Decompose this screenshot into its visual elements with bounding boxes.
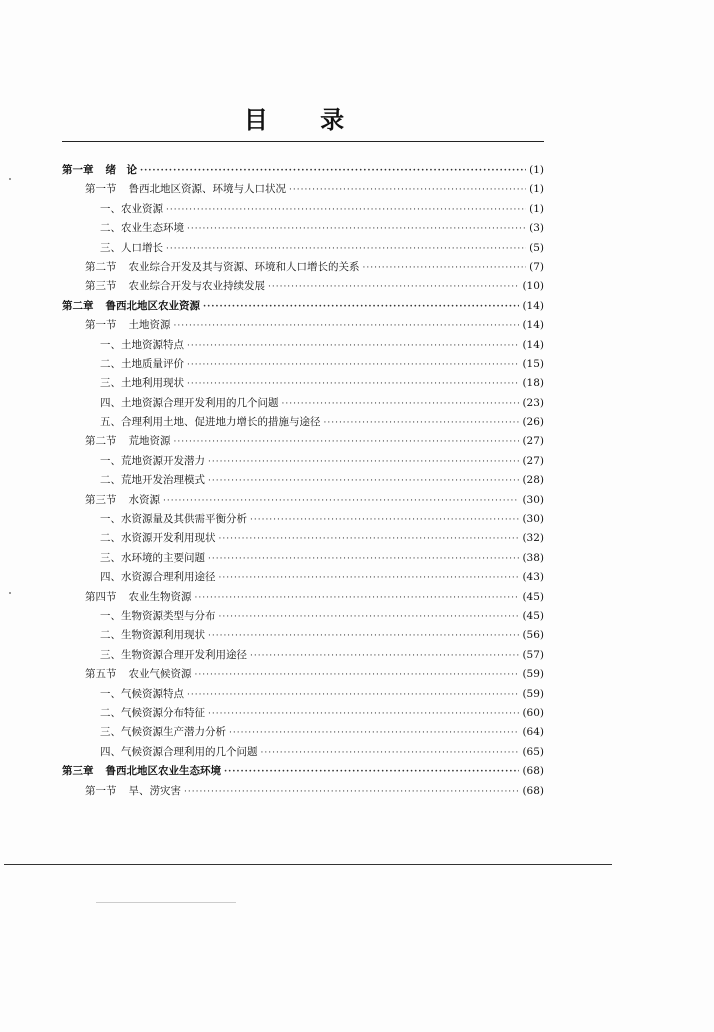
dot-leader	[184, 783, 519, 802]
dot-leader	[203, 298, 519, 317]
scan-speck	[9, 592, 11, 594]
toc-entry-number: 四、	[100, 396, 121, 409]
dot-leader	[166, 201, 526, 220]
toc-entry-title: 土地资源	[128, 319, 171, 332]
dot-leader	[187, 220, 526, 239]
toc-entry-label	[85, 180, 286, 199]
toc-entry-number: 第一节	[85, 319, 117, 332]
toc-page-number: (7)	[529, 260, 544, 273]
toc-entry-number: 五、	[100, 416, 121, 429]
toc-entry-title: 农业生物资源	[128, 590, 192, 603]
toc-chapter-row	[62, 161, 544, 180]
toc-section-row	[62, 665, 544, 684]
toc-entry-label	[85, 491, 160, 510]
toc-entry-title: 土地资源特点	[121, 338, 184, 351]
toc-entry-number: 二、	[100, 629, 121, 642]
toc-entry-number: 一、	[100, 609, 121, 622]
toc-entry-label	[100, 394, 279, 413]
toc-entry-label	[100, 452, 205, 471]
toc-entry-number: 第三章	[62, 765, 94, 778]
toc-entry-number: 第三节	[85, 280, 117, 293]
dot-leader	[282, 395, 520, 414]
dot-leader	[268, 278, 519, 297]
toc-entry-label	[100, 607, 216, 626]
toc-entry-number: 第三节	[85, 493, 117, 506]
toc-page-number: (59)	[522, 687, 544, 700]
toc-page-number: (45)	[522, 609, 544, 622]
dot-leader	[195, 589, 520, 608]
page-title: 目 录	[243, 106, 367, 134]
toc-entry-label	[85, 316, 171, 335]
toc-entry-number: 第二节	[85, 260, 117, 273]
toc-entry-number: 三、	[100, 726, 121, 739]
toc-entry-number: 二、	[100, 222, 121, 235]
toc-entry-number: 第一节	[85, 784, 117, 797]
toc-entry-title: 水资源量及其供需平衡分析	[121, 513, 247, 526]
toc-entry-label	[100, 471, 205, 490]
toc-subsection-row	[62, 374, 544, 393]
toc-subsection-row	[62, 510, 544, 529]
dot-leader	[224, 763, 519, 782]
dot-leader	[219, 608, 520, 627]
dot-leader	[363, 259, 527, 278]
toc-entry-title: 气候资源分布特征	[121, 706, 205, 719]
toc-entry-label	[62, 762, 221, 781]
toc-entry-number: 三、	[100, 551, 121, 564]
dot-leader	[208, 550, 519, 569]
toc-page-number: (64)	[522, 726, 544, 739]
toc-subsection-row	[62, 413, 544, 432]
toc-entry-title: 土地利用现状	[121, 377, 184, 390]
dot-leader	[140, 162, 526, 181]
toc-entry-title: 水资源	[128, 493, 160, 506]
toc-entry-label	[100, 723, 226, 742]
toc-section-row	[62, 258, 544, 277]
toc-subsection-row	[62, 568, 544, 587]
toc-entry-title: 土地资源合理开发利用的几个问题	[121, 396, 279, 409]
toc-entry-title: 生物资源合理开发利用途径	[121, 648, 247, 661]
toc-subsection-row	[62, 704, 544, 723]
toc-entry-title: 农业资源	[121, 202, 163, 215]
toc-entry-title: 生物资源类型与分布	[121, 609, 216, 622]
toc-entry-label	[62, 161, 137, 180]
faint-rule	[96, 902, 236, 903]
toc-page-number: (59)	[522, 668, 544, 681]
toc-page-number: (27)	[522, 435, 544, 448]
toc-entry-label	[100, 743, 258, 762]
toc-entry-title: 鲁西北地区资源、环境与人口状况	[128, 183, 286, 196]
toc-entry-label	[100, 374, 184, 393]
toc-entry-number: 一、	[100, 513, 121, 526]
dot-leader	[324, 414, 520, 433]
toc-page-number: (10)	[522, 280, 544, 293]
toc-page-number: (65)	[522, 745, 544, 758]
toc-section-row	[62, 277, 544, 296]
dot-leader	[229, 724, 519, 743]
toc-entry-number: 三、	[100, 241, 121, 254]
toc-entry-label	[100, 336, 184, 355]
toc-entry-label	[100, 529, 216, 548]
footer-rule	[4, 864, 612, 865]
toc-entry-title: 气候资源特点	[121, 687, 184, 700]
toc-page-number: (18)	[522, 377, 544, 390]
toc-page-number: (28)	[522, 474, 544, 487]
toc-page-number: (1)	[529, 202, 544, 215]
toc-subsection-row	[62, 239, 544, 258]
toc-entry-number: 一、	[100, 338, 121, 351]
toc-entry-label	[100, 568, 216, 587]
toc-page-number: (3)	[529, 222, 544, 235]
toc-entry-label	[100, 646, 247, 665]
toc-entry-title: 气候资源生产潜力分析	[121, 726, 226, 739]
toc-subsection-row	[62, 336, 544, 355]
toc-page-number: (38)	[522, 551, 544, 564]
table-of-contents	[62, 161, 544, 801]
toc-subsection-row	[62, 743, 544, 762]
toc-entry-number: 三、	[100, 648, 121, 661]
dot-leader	[195, 666, 520, 685]
toc-entry-number: 二、	[100, 474, 121, 487]
toc-chapter-row	[62, 297, 544, 316]
toc-entry-title: 人口增长	[121, 241, 163, 254]
toc-entry-title: 气候资源合理利用的几个问题	[121, 745, 258, 758]
dot-leader	[174, 317, 520, 336]
toc-subsection-row	[62, 394, 544, 413]
dot-leader	[250, 647, 519, 666]
toc-page-number: (14)	[522, 299, 544, 312]
toc-entry-label	[100, 510, 247, 529]
dot-leader	[187, 686, 519, 705]
toc-entry-title: 土地质量评价	[121, 357, 184, 370]
toc-entry-label	[100, 355, 184, 374]
toc-entry-title: 荒地资源	[128, 435, 171, 448]
toc-entry-title: 鲁西北地区农业资源	[105, 299, 200, 312]
dot-leader	[187, 375, 519, 394]
toc-page-number: (56)	[522, 629, 544, 642]
toc-page-number: (14)	[522, 319, 544, 332]
dot-leader	[219, 569, 520, 588]
toc-section-row	[62, 491, 544, 510]
dot-leader	[219, 530, 520, 549]
toc-page-number: (23)	[522, 396, 544, 409]
dot-leader	[250, 511, 519, 530]
toc-page-number: (15)	[522, 357, 544, 370]
toc-section-row	[62, 588, 544, 607]
dot-leader	[208, 705, 519, 724]
toc-page-number: (32)	[522, 532, 544, 545]
toc-entry-title: 生物资源利用现状	[121, 629, 205, 642]
toc-entry-title: 水资源开发利用现状	[121, 532, 216, 545]
dot-leader	[289, 181, 526, 200]
toc-subsection-row	[62, 471, 544, 490]
toc-chapter-row	[62, 762, 544, 781]
toc-subsection-row	[62, 626, 544, 645]
toc-entry-number: 四、	[100, 745, 121, 758]
toc-entry-title: 旱、涝灾害	[128, 784, 181, 797]
dot-leader	[174, 433, 520, 452]
toc-section-row	[62, 316, 544, 335]
toc-entry-number: 第一章	[62, 164, 94, 176]
toc-page-number: (1)	[529, 164, 544, 176]
toc-entry-number: 三、	[100, 377, 121, 390]
toc-entry-title: 绪 论	[105, 164, 137, 176]
toc-page-number: (30)	[522, 493, 544, 506]
toc-entry-title: 荒地开发治理模式	[121, 474, 205, 487]
dot-leader	[208, 627, 519, 646]
toc-entry-label	[100, 685, 184, 704]
toc-subsection-row	[62, 646, 544, 665]
toc-entry-number: 一、	[100, 687, 121, 700]
toc-entry-number: 二、	[100, 357, 121, 370]
toc-entry-number: 二、	[100, 532, 121, 545]
toc-entry-title: 荒地资源开发潜力	[121, 454, 205, 467]
toc-page-number: (30)	[522, 513, 544, 526]
toc-entry-label	[85, 258, 360, 277]
toc-entry-title: 农业气候资源	[128, 668, 192, 681]
toc-subsection-row	[62, 200, 544, 219]
toc-entry-title: 鲁西北地区农业生态环境	[105, 765, 221, 778]
toc-page-number: (57)	[522, 648, 544, 661]
toc-entry-number: 第二章	[62, 299, 94, 312]
toc-subsection-row	[62, 529, 544, 548]
toc-entry-title: 农业综合开发及其与资源、环境和人口增长的关系	[128, 260, 360, 273]
dot-leader	[208, 472, 519, 491]
dot-leader	[261, 744, 520, 763]
toc-entry-number: 第五节	[85, 668, 117, 681]
toc-subsection-row	[62, 607, 544, 626]
toc-subsection-row	[62, 219, 544, 238]
toc-page-number: (45)	[522, 590, 544, 603]
toc-entry-number: 第一节	[85, 183, 117, 196]
toc-subsection-row	[62, 549, 544, 568]
toc-entry-label	[100, 704, 205, 723]
toc-subsection-row	[62, 355, 544, 374]
dot-leader	[208, 453, 519, 472]
toc-entry-number: 四、	[100, 571, 121, 584]
toc-section-row	[62, 432, 544, 451]
dot-leader	[163, 492, 519, 511]
toc-entry-label	[85, 277, 265, 296]
dot-leader	[187, 337, 519, 356]
toc-entry-label	[100, 413, 321, 432]
toc-page-number: (68)	[522, 784, 544, 797]
toc-entry-label	[85, 588, 192, 607]
toc-page-number: (5)	[529, 241, 544, 254]
toc-page-number: (68)	[522, 765, 544, 778]
scan-speck	[9, 178, 11, 180]
toc-page-number: (1)	[529, 183, 544, 196]
toc-section-row	[62, 180, 544, 199]
toc-entry-number: 二、	[100, 706, 121, 719]
toc-entry-label	[100, 239, 163, 258]
toc-entry-label	[100, 219, 184, 238]
toc-page-number: (60)	[522, 706, 544, 719]
toc-page-number: (43)	[522, 571, 544, 584]
toc-entry-label	[85, 782, 181, 801]
toc-entry-number: 第四节	[85, 590, 117, 603]
toc-subsection-row	[62, 723, 544, 742]
toc-page-number: (27)	[522, 454, 544, 467]
toc-subsection-row	[62, 452, 544, 471]
toc-subsection-row	[62, 685, 544, 704]
dot-leader	[166, 240, 526, 259]
title-underline	[62, 141, 544, 142]
toc-page-number: (14)	[522, 338, 544, 351]
toc-entry-label	[85, 665, 192, 684]
toc-entry-label	[62, 297, 200, 316]
dot-leader	[187, 356, 519, 375]
toc-entry-label	[100, 549, 205, 568]
toc-section-row	[62, 782, 544, 801]
toc-entry-label	[85, 432, 171, 451]
toc-entry-title: 农业综合开发与农业持续发展	[128, 280, 265, 293]
toc-entry-number: 一、	[100, 202, 121, 215]
toc-entry-label	[100, 200, 163, 219]
toc-entry-title: 水资源合理利用途径	[121, 571, 216, 584]
toc-entry-label	[100, 626, 205, 645]
toc-entry-number: 一、	[100, 454, 121, 467]
toc-entry-title: 农业生态环境	[121, 222, 184, 235]
toc-entry-title: 合理利用土地、促进地力增长的措施与途径	[121, 416, 321, 429]
toc-page-number: (26)	[522, 416, 544, 429]
toc-entry-title: 水环境的主要问题	[121, 551, 205, 564]
toc-entry-number: 第二节	[85, 435, 117, 448]
